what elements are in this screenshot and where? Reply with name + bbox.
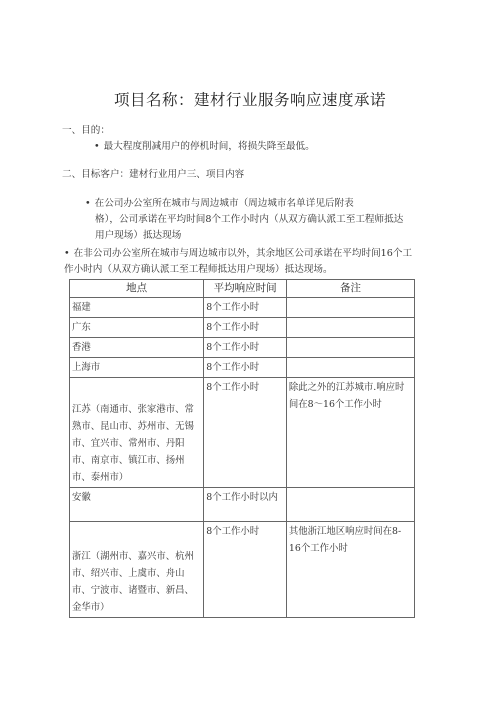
cell-time: 8个工作小时 (204, 338, 287, 358)
cell-note (286, 358, 414, 378)
table-row (70, 522, 415, 618)
cell-place: 福建 (70, 298, 204, 318)
cell-time: 8个工作小时以内 (204, 488, 287, 522)
bullet-dot: • (85, 198, 91, 209)
cell-time: 8个工作小时 (204, 378, 287, 488)
header-place: 地点 (70, 280, 204, 298)
cell-note (286, 488, 414, 522)
header-note: 备注 (286, 280, 414, 298)
bullet-dot: • (64, 248, 70, 259)
cell-time: 8个工作小时 (204, 358, 287, 378)
cell-note (286, 318, 414, 338)
bullet1-line2: 格），公司承诺在平均时间8个工作小时内（从双方确认派工至工程师抵达 (95, 214, 404, 225)
cell-time: 8个工作小时 (204, 522, 287, 618)
section1-bullet-text: 最大程度削减用户的停机时间，将损失降至最低。 (103, 141, 315, 152)
table-row (70, 358, 415, 378)
bullet2-line1-text: 在非公司办公室所在城市与周边城市以外，其余地区公司承诺在平均时间16个工 (73, 248, 413, 259)
cell-place: 浙江（湖州市、嘉兴市、杭州市、绍兴市、上虞市、舟山市、宁波市、诸暨市、新昌、金华市） (70, 522, 204, 618)
header-time: 平均响应时间 (204, 280, 287, 298)
cell-place: 香港 (70, 338, 204, 358)
cell-time: 8个工作小时 (204, 298, 287, 318)
cell-note: 其他浙江地区响应时间在8-16个工作小时 (286, 522, 414, 618)
bullet-dot: • (94, 141, 100, 152)
table-row (70, 318, 415, 338)
cell-place: 广东 (70, 318, 204, 338)
cell-note: 除此之外的江苏城市.响应时间在8～16个工作小时 (286, 378, 414, 488)
bullet1-line3: 用户现场）抵达现场 (95, 230, 182, 241)
cell-place: 安徽 (70, 488, 204, 522)
table-row (70, 338, 415, 358)
cell-note (286, 338, 414, 358)
bullet1-line1 (85, 198, 354, 210)
cell-place: 江苏（南通市、张家港市、常熟市、昆山市、苏州市、无锡市、宜兴市、常州市、丹阳市、南京市、镇江市、扬州市、泰州市） (70, 378, 204, 488)
table-header-row (70, 280, 415, 298)
cell-place: 上海市 (70, 358, 204, 378)
section1-heading: 一、目的： (62, 125, 110, 136)
section1-bullet (94, 141, 315, 153)
table-row (70, 378, 415, 488)
cell-note (286, 298, 414, 318)
table-row (70, 488, 415, 522)
table-row (70, 298, 415, 318)
bullet2-line2: 作小时内（从双方确认派工至工程师抵达用户现场）抵达现场。 (64, 264, 333, 275)
bullet2-line1 (64, 248, 412, 260)
response-time-table (69, 279, 415, 618)
page-title: 项目名称：建材行业服务响应速度承诺 (113, 91, 386, 109)
section2-heading: 二、目标客户：建材行业用户三、项目内容 (62, 169, 245, 180)
bullet1-line1-text: 在公司办公室所在城市与周边城市（周边城市名单详见后附表 (94, 198, 354, 209)
cell-time: 8个工作小时 (204, 318, 287, 338)
